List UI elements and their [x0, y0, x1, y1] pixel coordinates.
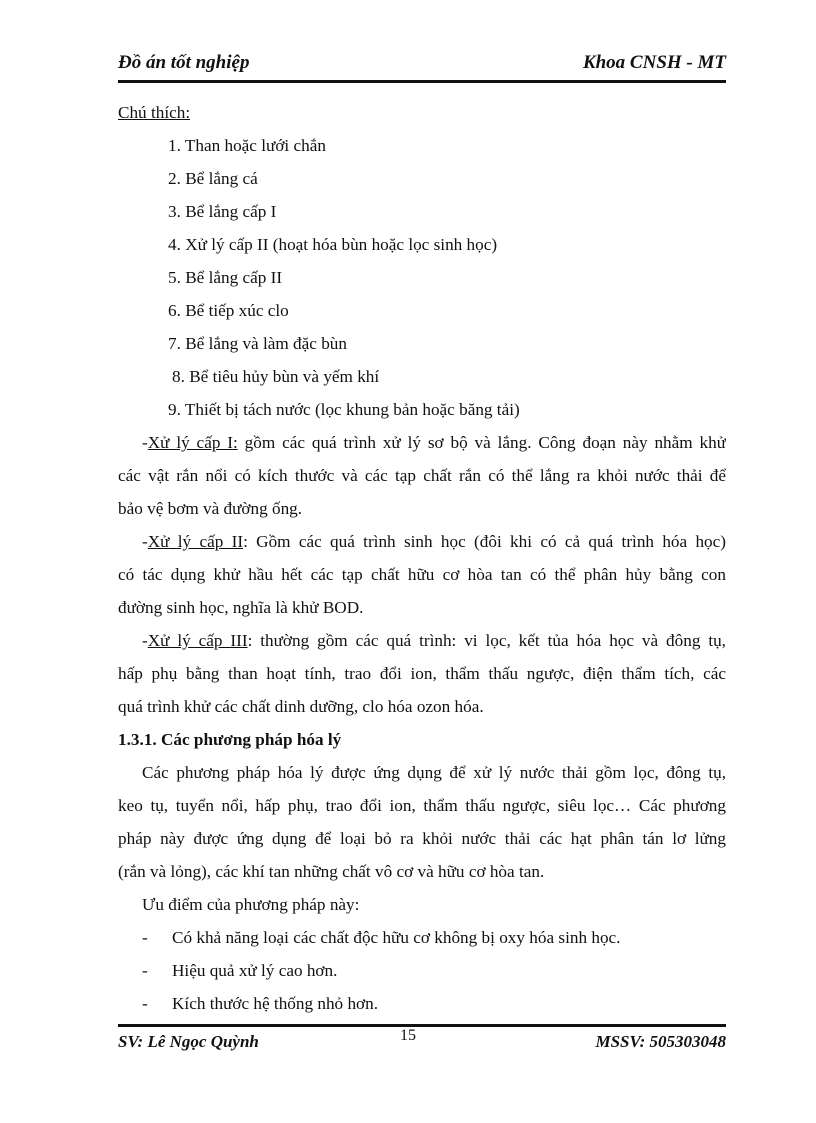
- legend-item: 6. Bể tiếp xúc clo: [168, 301, 289, 320]
- legend-item: 4. Xử lý cấp II (hoạt hóa bùn hoặc lọc sinh học): [168, 235, 498, 254]
- list-item: - Kích thước hệ thống nhỏ hơn.: [118, 987, 726, 1020]
- bullet-dash: -: [142, 961, 148, 980]
- paragraph-line: keo tụ, tuyển nổi, hấp phụ, trao đổi ion, thẩm thấu ngược, siêu lọc… Các phương: [118, 796, 726, 815]
- legend-item: 1. Than hoặc lưới chắn: [168, 136, 326, 155]
- paragraph-line: (rắn và lỏng), các khí tan những chất vô cơ và hữu cơ hòa tan.: [118, 862, 545, 881]
- legend-item: 2. Bể lắng cá: [168, 169, 258, 188]
- legend-label: Chú thích:: [118, 103, 191, 122]
- paragraph-line: có tác dụng khử hầu hết các tạp chất hữu cơ hòa tan có thể phân hủy bằng con: [118, 565, 726, 584]
- header-divider: [118, 80, 726, 83]
- legend-item: 3. Bể lắng cấp I: [168, 202, 277, 221]
- paragraph-tertiary-treatment: -Xử lý cấp III: thường gồm các quá trình: vi lọc, kết tủa hóa học và đông tụ,: [142, 631, 726, 650]
- tertiary-treatment-label: Xử lý cấp III: [147, 631, 248, 650]
- paragraph-secondary-treatment: -Xử lý cấp II: Gồm các quá trình sinh học (đôi khi có cả quá trình hóa học): [142, 532, 726, 551]
- page-footer: [118, 1028, 726, 1058]
- secondary-treatment-label: Xử lý cấp II: [147, 532, 244, 551]
- advantages-title: Ưu điểm của phương pháp này:: [142, 895, 360, 914]
- footer-student-name: SV: Lê Ngọc Quỳnh: [118, 1032, 259, 1051]
- header-project-title: Đồ án tốt nghiệp: [118, 52, 250, 73]
- paragraph-line: quá trình khử các chất dinh dưỡng, clo hóa ozon hóa.: [118, 697, 484, 716]
- header-department: Khoa CNSH - MT: [582, 52, 726, 73]
- footer-student-id: MSSV: 505303048: [595, 1032, 726, 1051]
- paragraph-primary-treatment: -Xử lý cấp I: gồm các quá trình xử lý sơ bộ và lắng. Công đoạn này nhằm khử: [142, 433, 726, 452]
- paragraph-line: pháp này được ứng dụng để loại bỏ ra khỏi nước thải các hạt phân tán lơ lửng: [118, 829, 726, 848]
- list-item: - Hiệu quả xử lý cao hơn.: [118, 954, 726, 987]
- legend-item: 5. Bể lắng cấp II: [168, 268, 283, 287]
- paragraph-line: bảo vệ bơm và đường ống.: [118, 499, 303, 518]
- bullet-dash: -: [142, 994, 148, 1013]
- page-body: [118, 96, 726, 1020]
- paragraph-line: hấp phụ bằng than hoạt tính, trao đổi ion, thẩm thấu ngược, điện thẩm tích, các: [118, 664, 726, 683]
- section-heading: 1.3.1. Các phương pháp hóa lý: [118, 730, 342, 749]
- bullet-dash: -: [142, 928, 148, 947]
- paragraph-physicochemical: Các phương pháp hóa lý được ứng dụng để xử lý nước thải gồm lọc, đông tụ,: [142, 763, 726, 782]
- legend-item: 8. Bể tiêu hủy bùn và yếm khí: [172, 367, 380, 386]
- page-header: [118, 50, 726, 80]
- legend-item: 9. Thiết bị tách nước (lọc khung bản hoặc băng tải): [168, 400, 520, 419]
- page-number: 15: [400, 1027, 416, 1044]
- paragraph-line: các vật rắn nổi có kích thước và các tạp chất rắn có thể lắng ra khỏi nước thải để: [118, 466, 726, 485]
- legend-item: 7. Bể lắng và làm đặc bùn: [168, 334, 347, 353]
- paragraph-line: đường sinh học, nghĩa là khử BOD.: [118, 598, 364, 617]
- list-item: - Có khả năng loại các chất độc hữu cơ không bị oxy hóa sinh học.: [118, 921, 726, 954]
- footer-divider: [118, 1024, 726, 1027]
- primary-treatment-label: Xử lý cấp I:: [147, 433, 238, 452]
